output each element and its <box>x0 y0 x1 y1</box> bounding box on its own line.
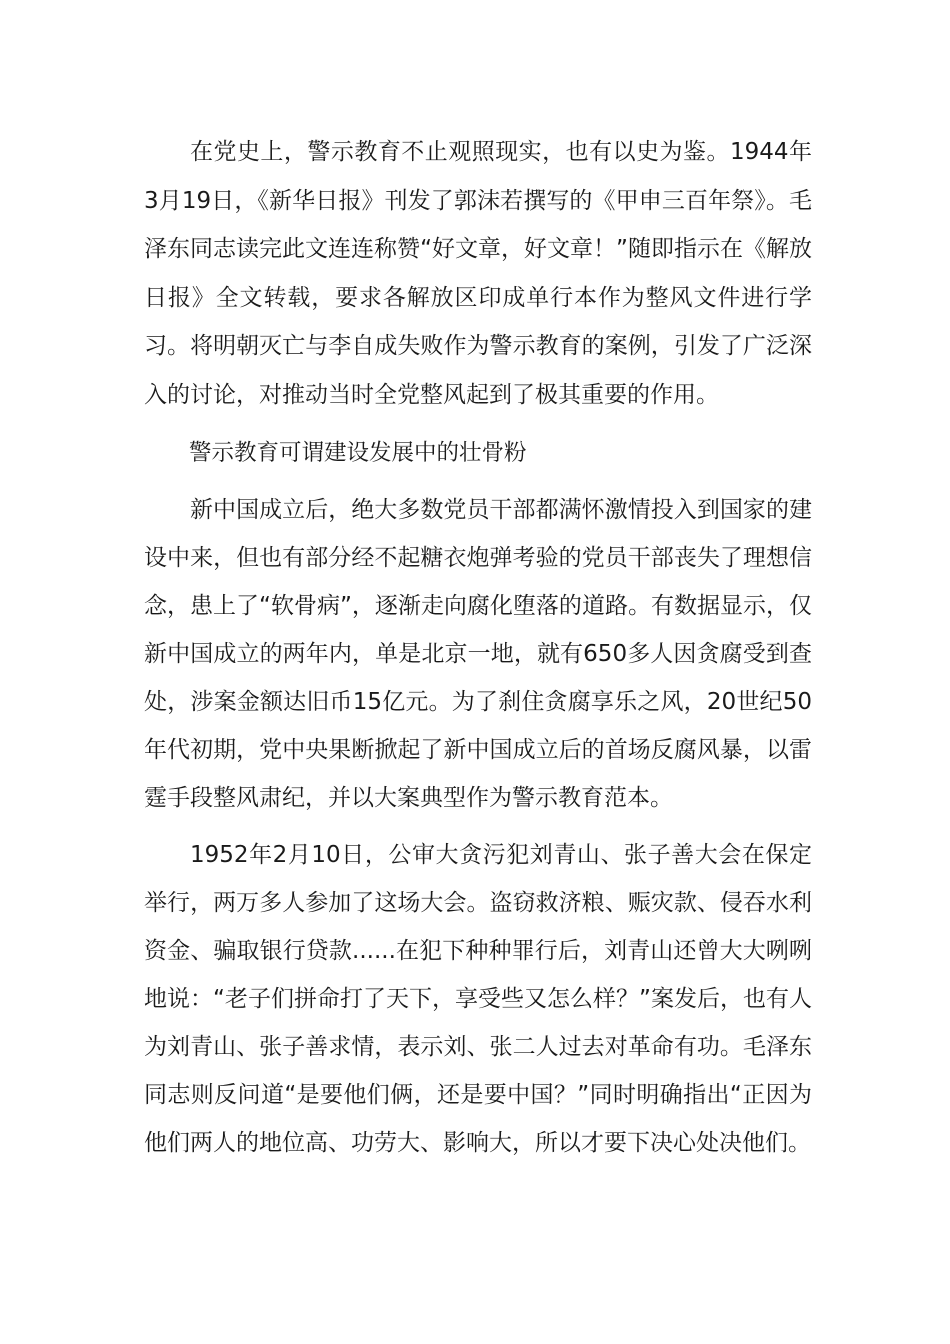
paragraph-history-lesson: 在党史上，警示教育不止观照现实，也有以史为鉴。1944年3月19日，《新华日报》刊发了郭沫若撰写的《甲申三百年祭》。毛泽东同志读完此文连连称赞“好文章，好文章！”随即指示在《解放日报》全文转载，要求各解放区印成单行本作为整风文件进行学习。将明朝灭亡与李自成失败作为警示教育的案例，引发了广泛深入的讨论，对推动当时全党整风起到了极其重要的作用。 <box>144 139 812 408</box>
document-page <box>144 128 812 1167</box>
paragraph-new-china: 新中国成立后，绝大多数党员干部都满怀激情投入到国家的建设中来，但也有部分经不起糖衣炮弹考验的党员干部丧失了理想信念，患上了“软骨病”，逐渐走向腐化堕落的道路。有数据显示，仅新中国成立的两年内，单是北京一地，就有650多人因贪腐受到查处，涉案金额达旧币15亿元。为了刹住贪腐享乐之风，20世纪50年代初期，党中央果断掀起了新中国成立后的首场反腐风暴，以雷霆手段整风肃纪，并以大案典型作为警示教育范本。 <box>144 496 812 811</box>
section-heading: 警示教育可谓建设发展中的壮骨粉 <box>189 439 527 466</box>
paragraph-1952-trial: 1952年2月10日，公审大贪污犯刘青山、张子善大会在保定举行，两万多人参加了这场大会。盗窃救济粮、赈灾款、侵吞水利资金、骗取银行贷款......在犯下种种罪行后，刘青山还曾大大咧咧地说：“老子们拼命打了天下，享受些又怎么样？”案发后，也有人为刘青山、张子善求情，表示刘、张二人过去对革命有功。毛泽东同志则反问道“是要他们俩，还是要中国？”同时明确指出“正因为他们两人的地位高、功劳大、影响大，所以才要下决心处决他们。 <box>144 841 812 1156</box>
